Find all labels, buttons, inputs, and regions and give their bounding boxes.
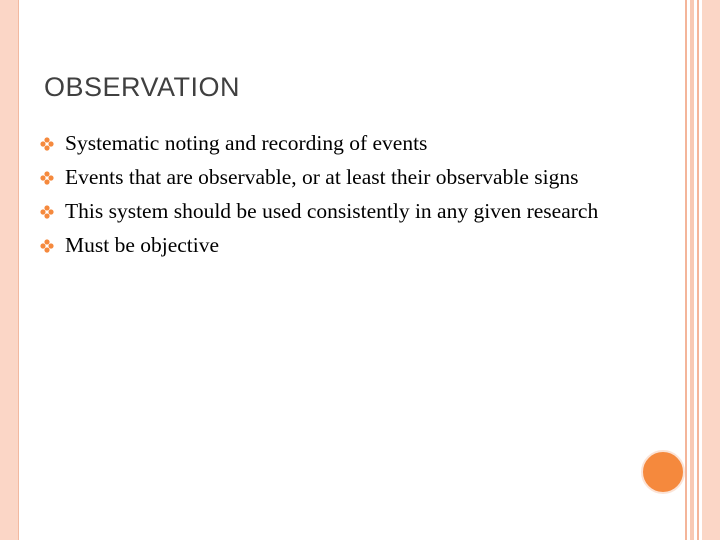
flower-bullet-icon (40, 205, 54, 219)
right-stripe-decoration (702, 0, 720, 540)
bullet-item (40, 196, 600, 227)
right-stripe-decoration (685, 0, 687, 540)
bullet-text: This system should be used consistently in any given research (65, 199, 599, 223)
bullet-item (40, 162, 600, 193)
bullet-item (40, 230, 600, 261)
orange-circle-decoration (641, 450, 685, 494)
right-stripe-decoration (697, 0, 699, 540)
bullet-list (40, 128, 600, 264)
bullet-text: Must be objective (65, 233, 220, 257)
flower-bullet-icon (40, 239, 54, 253)
bullet-item (40, 128, 600, 159)
flower-bullet-icon (40, 171, 54, 185)
bullet-text: Systematic noting and recording of events (65, 131, 428, 155)
right-stripe-decoration (690, 0, 694, 540)
flower-bullet-icon (40, 137, 54, 151)
left-border-decoration (0, 0, 19, 540)
slide-title: OBSERVATION (44, 72, 241, 102)
bullet-text: Events that are observable, or at least their observable signs (65, 165, 579, 189)
